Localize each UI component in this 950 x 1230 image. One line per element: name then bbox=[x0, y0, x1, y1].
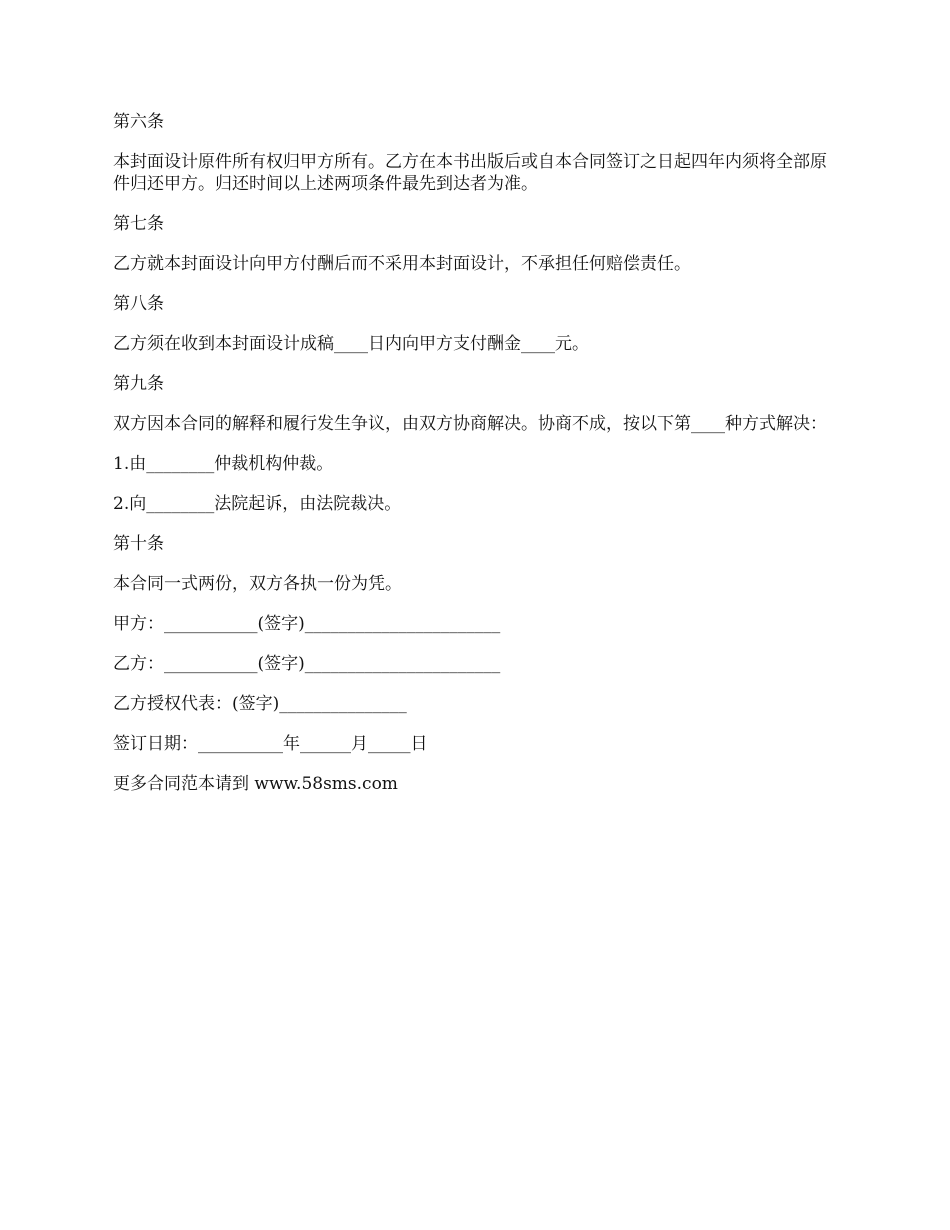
article-7-heading: 第七条 bbox=[113, 214, 164, 234]
signing-date-line: 签订日期：__________年______月_____日 bbox=[113, 734, 428, 754]
article-9-heading: 第九条 bbox=[113, 374, 164, 394]
article-9-body: 双方因本合同的解释和履行发生争议，由双方协商解决。协商不成，按以下第____种方式解决： bbox=[113, 414, 827, 434]
article-10-heading: 第十条 bbox=[113, 534, 164, 554]
party-b-representative-line: 乙方授权代表：(签字)_______________ bbox=[113, 694, 407, 714]
party-b-signature-line: 乙方：___________(签字)_______________________ bbox=[113, 654, 501, 674]
footer-website-note: 更多合同范本请到 www.58sms.com bbox=[113, 774, 398, 794]
article-6-heading: 第六条 bbox=[113, 112, 164, 132]
article-8-heading: 第八条 bbox=[113, 294, 164, 314]
article-7-body: 乙方就本封面设计向甲方付酬后而不采用本封面设计，不承担任何赔偿责任。 bbox=[113, 254, 691, 274]
party-a-signature-line: 甲方：___________(签字)_______________________ bbox=[113, 614, 501, 634]
article-8-body: 乙方须在收到本封面设计成稿____日内向甲方支付酬金____元。 bbox=[113, 334, 589, 354]
article-9-option-1: 1.由________仲裁机构仲裁。 bbox=[113, 454, 334, 474]
article-6-body: 本封面设计原件所有权归甲方所有。乙方在本书出版后或自本合同签订之日起四年内须将全部原件归还甲方。归还时间以上述两项条件最先到达者为准。 bbox=[113, 152, 827, 194]
document-page bbox=[113, 111, 843, 813]
article-9-option-2: 2.向________法院起诉，由法院裁决。 bbox=[113, 494, 402, 514]
article-10-body: 本合同一式两份，双方各执一份为凭。 bbox=[113, 574, 402, 594]
